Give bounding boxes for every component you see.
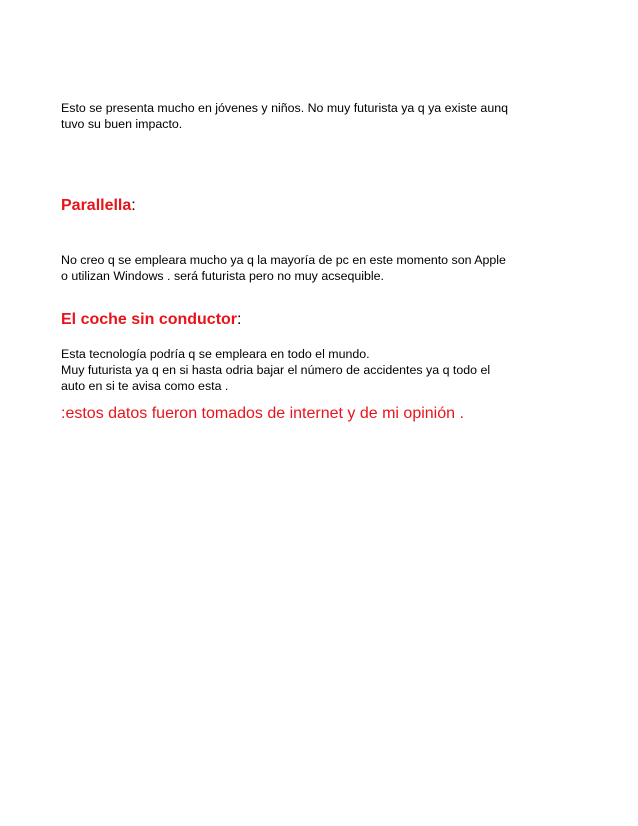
coche-paragraph — [61, 346, 581, 394]
paragraph-line: tuvo su buen impacto. — [61, 117, 183, 131]
paragraph-line: No creo q se empleara mucho ya q la mayoría de pc en este momento son Apple — [61, 253, 506, 267]
parallella-title: Parallella — [61, 197, 132, 214]
paragraph-line: Esta tecnología podría q se empleara en todo el mundo. — [61, 347, 370, 361]
closing-note — [61, 404, 581, 424]
paragraph-line: Esto se presenta mucho en jóvenes y niños. No muy futurista ya q ya existe aunq — [61, 101, 508, 115]
coche-colon: : — [237, 311, 242, 328]
intro-paragraph — [61, 100, 581, 132]
parallella-colon: : — [131, 197, 136, 214]
parallella-paragraph — [61, 252, 581, 284]
closing-note-text: :estos datos fueron tomados de internet y de mi opinión . — [61, 405, 464, 422]
coche-title: El coche sin conductor — [61, 311, 238, 328]
paragraph-line: o utilizan Windows . será futurista pero no muy acsequible. — [61, 269, 385, 283]
coche-heading — [61, 310, 581, 330]
parallella-heading — [61, 196, 581, 216]
paragraph-line: auto en si te avisa como esta . — [61, 379, 229, 393]
paragraph-line: Muy futurista ya q en si hasta odria bajar el número de accidentes ya q todo el — [61, 363, 491, 377]
